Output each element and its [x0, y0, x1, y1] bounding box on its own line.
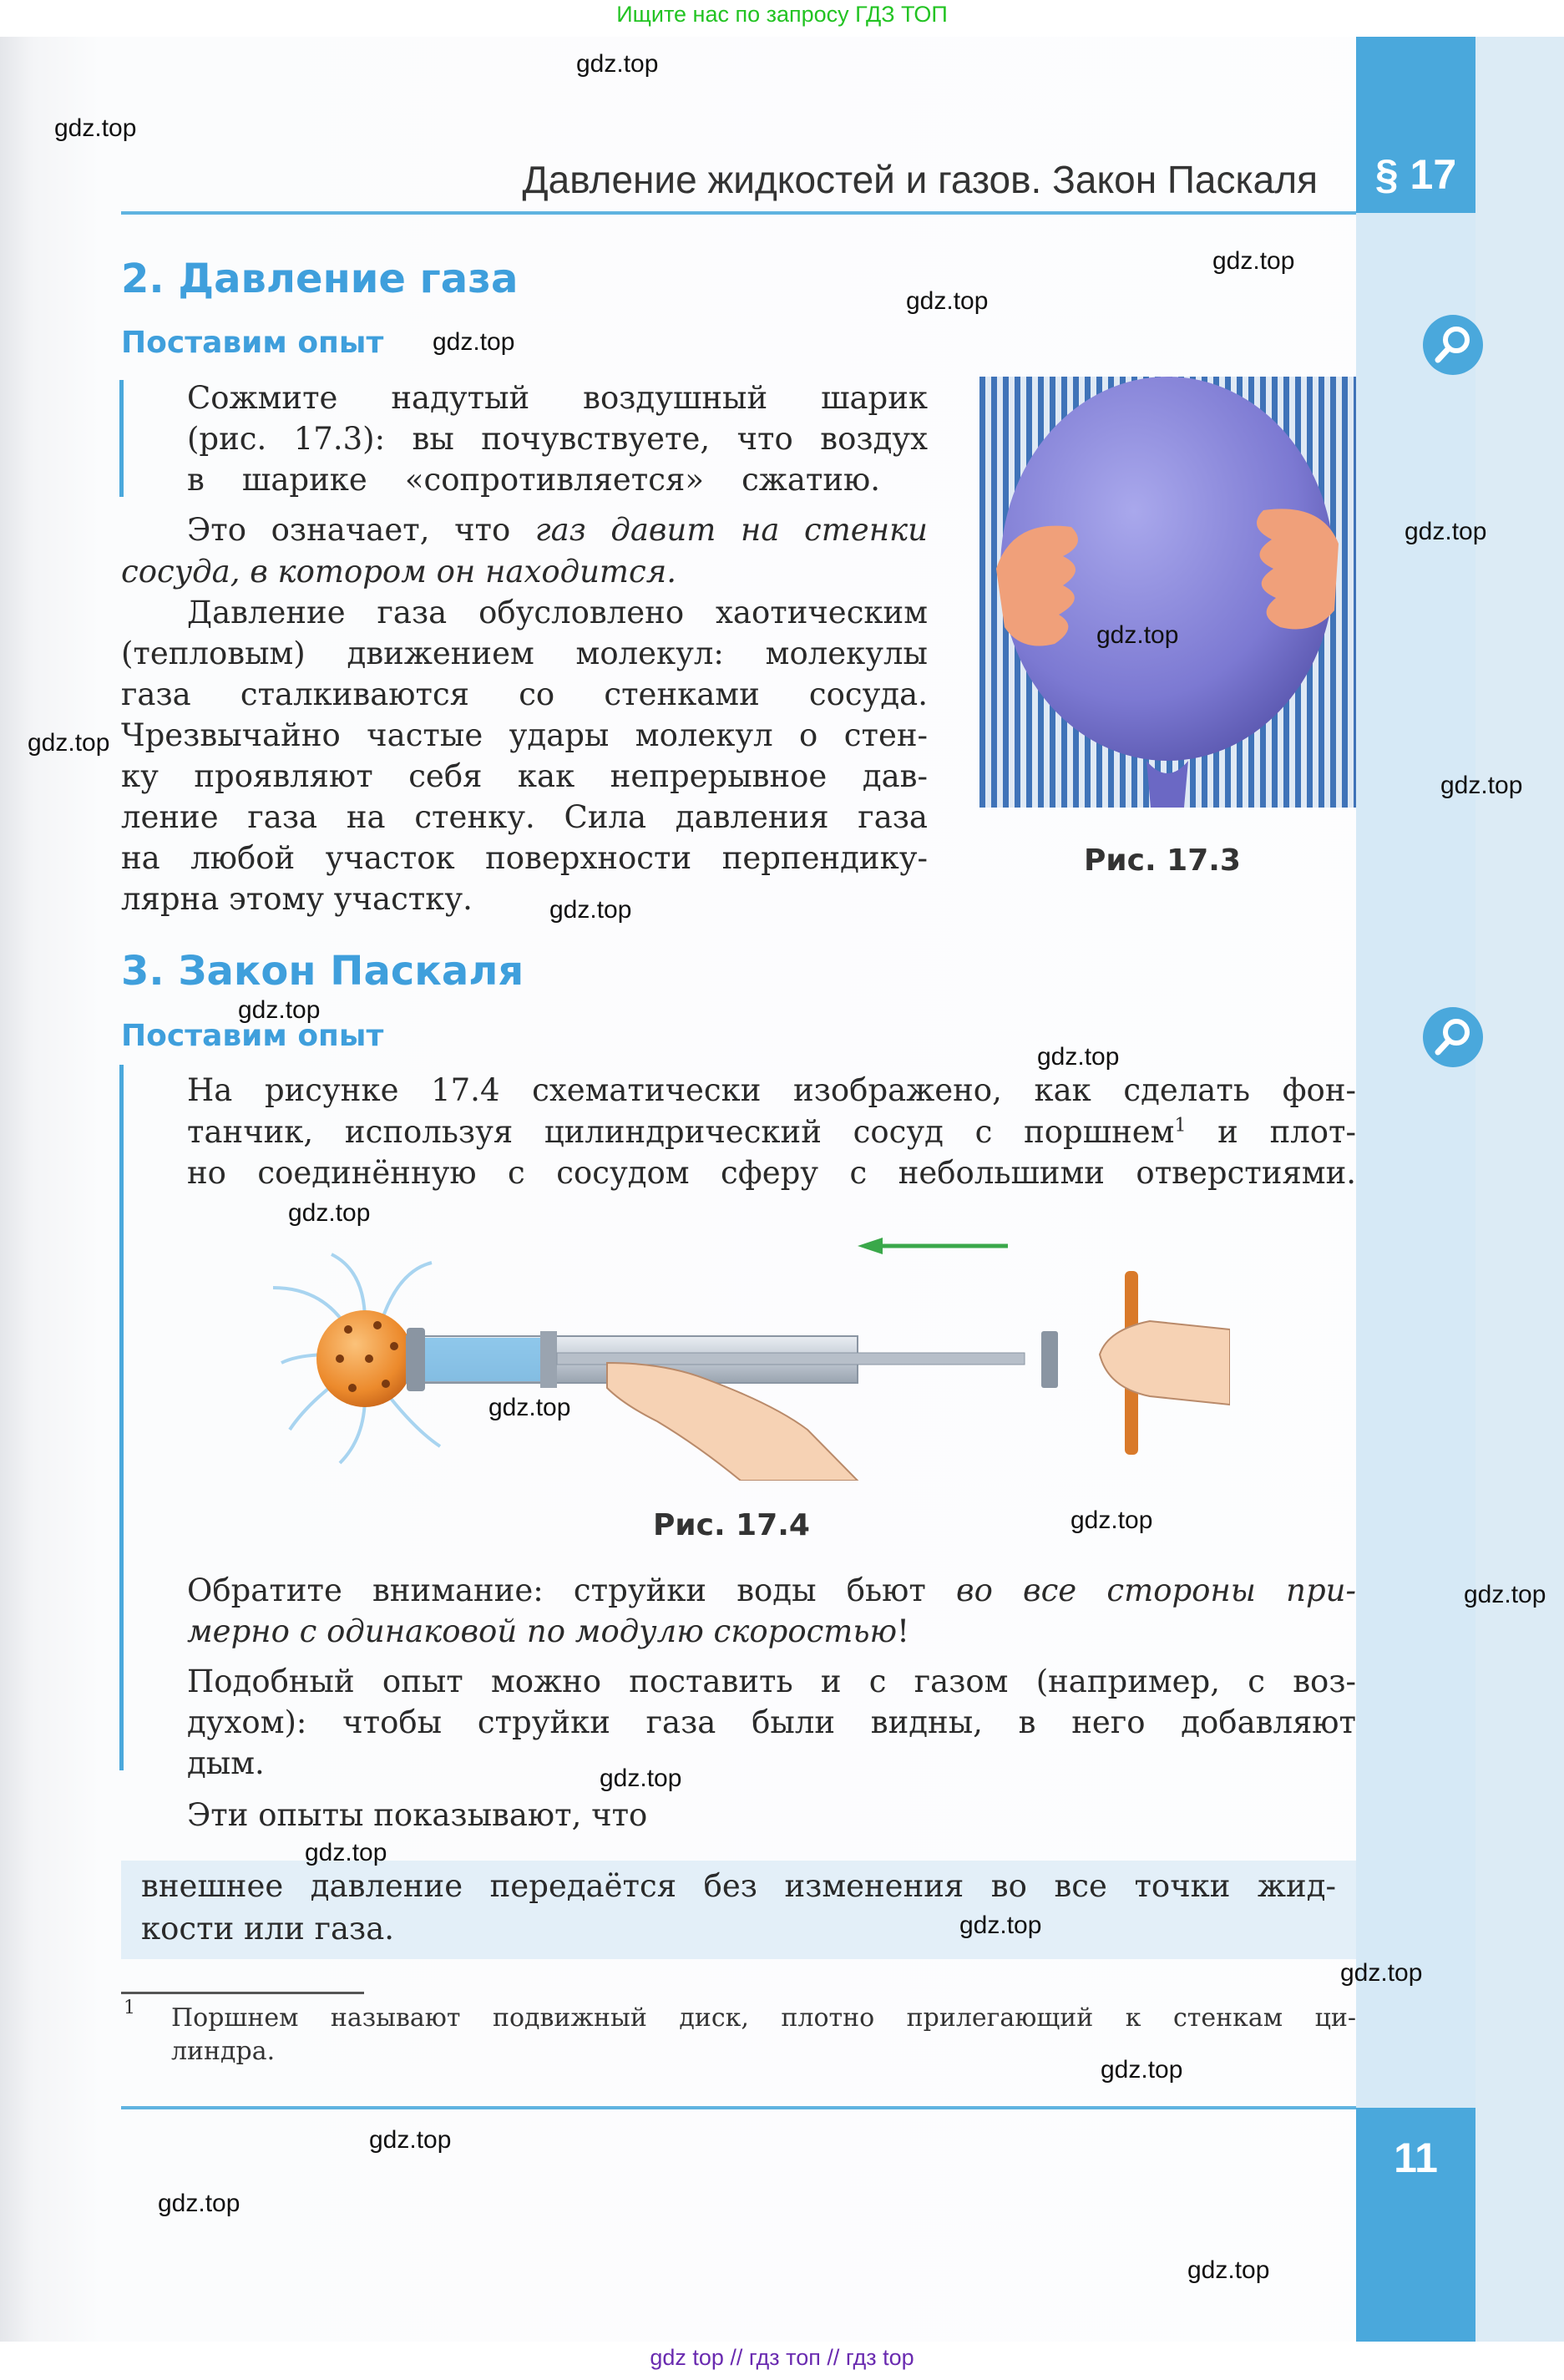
footer-divider — [121, 2106, 1356, 2109]
section-tab: § 17 — [1356, 37, 1475, 213]
watermark: gdz.top — [1440, 772, 1523, 799]
text-span: и плот- — [1186, 1114, 1356, 1150]
watermark: gdz.top — [369, 2126, 452, 2154]
right-margin-edge — [1475, 37, 1564, 2342]
figure-caption: Рис. 17.3 — [1084, 843, 1241, 878]
footnote-mark: 1 — [124, 1998, 135, 2018]
rule-line: кости или газа. — [141, 1911, 395, 1947]
footnote-ref: 1 — [1174, 1115, 1187, 1137]
text-line: Эти опыты показывают, что — [187, 1797, 648, 1833]
italic-span: сосуда, в котором он находится. — [121, 554, 676, 590]
text-line: (рис. 17.3): вы почувствуете, что воздух — [187, 421, 928, 457]
watermark: gdz.top — [1464, 1581, 1546, 1608]
watermark: gdz.top — [238, 996, 321, 1024]
text-line: На рисунке 17.4 схематически изображено, как сделать фон- — [187, 1072, 1356, 1108]
page-number: 11 — [1356, 2108, 1475, 2342]
experiment-subheading: Поставим опыт — [121, 326, 384, 360]
watermark: gdz.top — [1187, 2256, 1270, 2284]
text-span: Это означает, что — [187, 512, 535, 548]
watermark: gdz.top — [1037, 1043, 1120, 1071]
experiment-bar — [119, 380, 124, 497]
watermark: gdz.top — [288, 1199, 371, 1227]
watermark: gdz.top — [1405, 518, 1487, 545]
text-span: Обратите внимание: струйки воды бьют — [187, 1572, 957, 1608]
watermark: gdz.top — [305, 1839, 387, 1866]
watermark: gdz.top — [54, 114, 137, 142]
text-line: ление газа на стенку. Сила давления газа — [121, 799, 928, 835]
text-line — [121, 551, 676, 592]
text-line: дым. — [187, 1745, 265, 1781]
footnote-divider — [121, 1992, 364, 1994]
header-divider — [121, 211, 1356, 215]
text-line: духом): чтобы струйки газа были видны, в него добавляют — [187, 1704, 1356, 1740]
text-line — [187, 1611, 909, 1652]
figure-caption: Рис. 17.4 — [653, 1508, 810, 1542]
experiment-subheading: Поставим опыт — [121, 1019, 384, 1053]
text-line: но соединённую с сосудом сферу с небольшими отверстиями. — [187, 1155, 1356, 1191]
text-line: на любой участок поверхности перпендику- — [121, 840, 928, 876]
watermark: gdz.top — [1340, 1959, 1423, 1987]
magnifier-icon — [1423, 1007, 1483, 1067]
text-span: танчик, используя цилиндрический сосуд с поршнем — [187, 1114, 1175, 1150]
text-line: в шарике «сопротивляется» сжатию. — [187, 462, 880, 498]
footnote-line: линдра. — [171, 2037, 276, 2066]
section-heading: 2. Давление газа — [121, 256, 519, 302]
text-line — [187, 1570, 1356, 1611]
watermark: gdz.top — [1101, 2056, 1183, 2084]
watermark: gdz.top — [158, 2190, 240, 2217]
footnote-line: Поршнем называют подвижный диск, плотно прилегающий к стенкам ци- — [171, 2003, 1356, 2033]
fountain-device-figure — [273, 1238, 1230, 1481]
watermark: gdz.top — [1096, 621, 1179, 649]
running-header-title: Давление жидкостей и газов. Закон Паскаля — [522, 158, 1318, 201]
text-line: Сожмите надутый воздушный шарик — [187, 380, 928, 416]
watermark: gdz.top — [1212, 247, 1295, 275]
watermark: gdz.top — [959, 1912, 1042, 1939]
text-line: (тепловым) движением молекул: молекулы — [121, 636, 928, 671]
text-line: газа сталкиваются со стенками сосуда. — [121, 676, 928, 712]
rule-line: внешнее давление передаётся без изменения во все точки жид- — [141, 1868, 1336, 1904]
italic-span: газ давит на стенки — [534, 512, 928, 548]
watermark: gdz.top — [488, 1394, 571, 1421]
text-line: лярна этому участку. — [121, 881, 473, 917]
italic-span: во все стороны при- — [956, 1572, 1356, 1608]
text-line: Подобный опыт можно поставить и с газом (например, с воз- — [187, 1663, 1356, 1699]
text-span: ! — [897, 1613, 909, 1649]
text-line: ку проявляют себя как непрерывное дав- — [121, 758, 928, 794]
search-banner: Ищите нас по запросу ГДЗ ТОП — [616, 2, 948, 27]
text-line: Чрезвычайно частые удары молекул о стен- — [121, 717, 928, 753]
experiment-bar — [119, 1065, 124, 1770]
watermark: gdz.top — [1071, 1506, 1153, 1534]
magnifier-icon — [1423, 315, 1483, 375]
watermark: gdz.top — [433, 328, 515, 356]
watermark: gdz.top — [576, 50, 659, 78]
watermark: gdz.top — [600, 1765, 682, 1792]
italic-span: мерно с одинаковой по модулю скоростью — [187, 1613, 898, 1649]
section-heading: 3. Закон Паскаля — [121, 948, 524, 995]
balloon-photo — [979, 377, 1356, 808]
watermark: gdz.top — [28, 729, 110, 757]
text-line: Давление газа обусловлено хаотическим — [187, 595, 928, 630]
text-line — [187, 509, 928, 550]
watermark: gdz.top — [906, 287, 989, 315]
footer-watermark: gdz top // гдз топ // гдз top — [650, 2345, 914, 2370]
text-line — [187, 1112, 1356, 1152]
watermark: gdz.top — [549, 896, 632, 924]
